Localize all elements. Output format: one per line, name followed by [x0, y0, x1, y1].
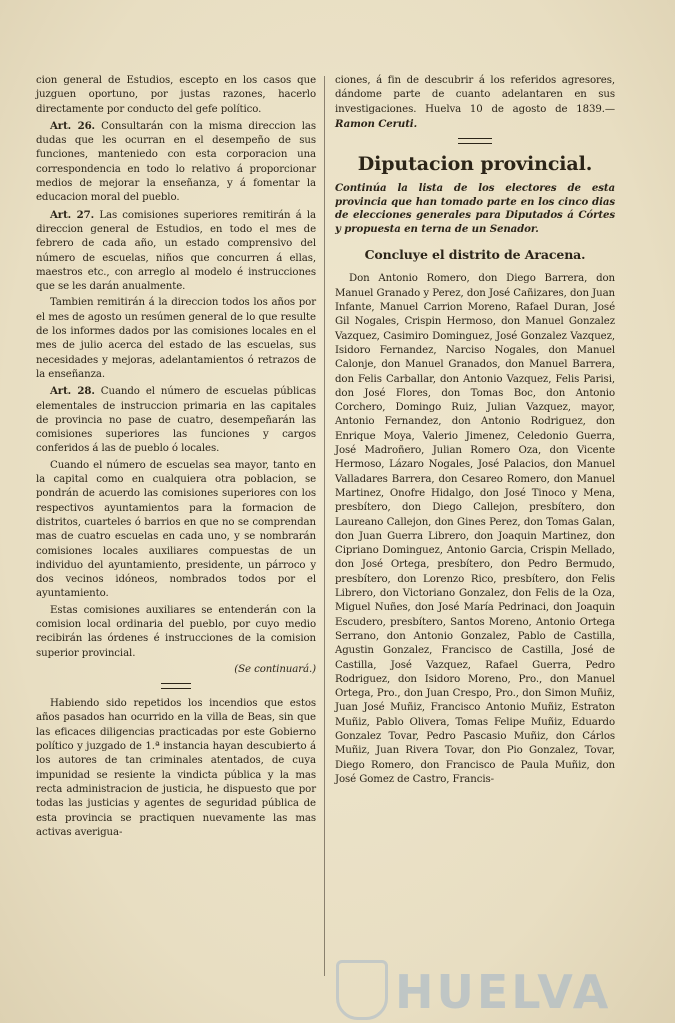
column-divider — [324, 76, 325, 976]
electors-list: Don Antonio Romero, don Diego Barrera, don Manuel Granado y Perez, don José Cañizares, don Juan Infante, Manuel Carrion Moreno, Rafael Duran, José Gil Nogales, Crispin Hermoso, don Manuel Gonzalez Vazquez, Casimiro Dominguez, José Gonzalez Vazquez, Isidoro Fernandez, Narciso Nogales, don Manuel Calonje, don Manuel Granados, don Manuel Barrera, don Felis Carballar, don Antonio Vazquez, Felis Parisi, don José Flores, don Tomas Boc, don Antonio Corchero, Domingo Ruiz, Julian Vazquez, mayor, Antonio Fernandez, don Antonio Rodriguez, don Enrique Moya, Valerio Jimenez, Celedonio Guerra, José Madroñero, Julian Romero Oza, don Vicente Hermoso, Lázaro Nogales, José Palacios, don Manuel Valladares Barrera, don Cesareo Romero, don Manuel Martinez, Onofre Hidalgo, don José Tinoco y Mena, presbítero, don Diego Callejon, presbítero, don Laureano Callejon, don Gines Perez, don Tomas Galan, don Juan Guerra Librero, don Joaquin Martinez, don Cipriano Dominguez, Antonio Garcia, Crispin Mellado, don José Ortega, presbítero, don Pedro Bermudo, presbítero, don Lorenzo Rico, presbítero, don Felis Librero, don Victoriano Gonzalez, don Felis de la Oza, Miguel Nuñes, don José María Pedrinaci, don Joaquin Escudero, presbítero, Santos Moreno, Antonio Ortega Serrano, don Antonio Gonzalez, Pablo de Castilla, Agustin Gonzalez, Francisco de Castilla, José de Castilla, José Vazquez, Rafael Guerra, Pedro Rodriguez, don Isidoro Moreno, Pro., don Manuel Ortega, Pro., don Juan Crespo, Pro., don Simon Muñiz, Juan José Muñiz, Francisco Antonio Muñiz, Estraton Muñiz, Pablo Olivera, Tomas Felipe Muñiz, Eduardo Gonzalez Tovar, Pedro Pascasio Muñiz, don Cárlos Muñiz, Juan Rivera Tovar, don Pio Gonzalez, Tovar, Diego Romero, don Francisco de Paula Muñiz, don José Gomez de Castro, Francis- — [335, 273, 615, 785]
article-28 — [36, 384, 316, 456]
article-text: Las comisiones superiores remitirán á la direccion general de Estudios, en todo el mes de febrero de cada año, un estado comprensivo del número de escuelas, niños que concurren á ellas, maestros etc., con arreglo al modelo é instrucciones que se les darán anualmente. — [36, 209, 317, 293]
article-number: Art. 26. — [50, 119, 95, 132]
signature-name: Ramon Ceruti. — [335, 117, 418, 130]
article-26 — [36, 119, 316, 206]
watermark-seal-icon — [336, 960, 388, 1020]
paragraph: Habiendo sido repetidos los incendios que estos años pasados han ocurrido en la villa de Beas, sin que las eficaces diligencias practicadas por este Gobierno político y juzgado de 1.ª instancia hayan descubierto á los autores de tan criminales atentados, de cuya impunidad se resiente la vindicta pública y la mas recta administracion de justicia, he dispuesto que por todas las justicias y agentes de seguridad pública de esta provincia se practiquen nuevamente las mas activas averigua- — [36, 698, 316, 838]
continued-note: (Se continuará.) — [234, 663, 316, 675]
section-subheading: Continúa la lista de los electores de esta provincia que han tomado parte en los cinco dias de elecciones generales para Diputados á Córtes y propuesta en terna de un Senador. — [335, 182, 615, 235]
article-number: Art. 27. — [50, 208, 95, 221]
paragraph: Tambien remitirán á la direccion todos los años por el mes de agosto un resúmen general de lo que resulte de los informes dados por las comisiones locales en el mes de julio acerca del estado de las escuelas, sus necesidades y mejoras, adelantamientos ó retrazos de la enseñanza. — [36, 297, 316, 380]
paragraph-text: ciones, á fin de descubrir á los referidos agresores, dándome parte de cuanto adelantaren en sus investigaciones. Huelva 10 de agosto de 1839.— — [335, 75, 615, 115]
article-number: Art. 28. — [50, 385, 95, 398]
article-27 — [36, 208, 316, 295]
article-text: Cuando el número de escuelas públicas elementales de instruccion primaria en las capitales de provincia no pase de cuatro, desempeñarán las comisiones superiores las funciones y cargos conferidos á las de pueblo ó locales. — [36, 386, 316, 455]
section-separator — [161, 683, 191, 689]
left-column — [36, 74, 316, 842]
section-heading: Diputacion provincial. — [357, 153, 593, 176]
paragraph — [335, 74, 615, 132]
paragraph: cion general de Estudios, escepto en los casos que juzguen oportuno, por justas razones, hacerlo directamente por conducto del gefe político. — [36, 75, 316, 115]
watermark-text: HUELVA — [395, 965, 612, 1019]
article-text: Consultarán con la misma direccion las dudas que les ocurran en el desempeño de sus funciones, manteniedo con esta corporacion una correspondencia en todo lo relativo á proporcionar medios de mejorar la enseñanza, y á fomentar la educacion moral del pueblo. — [36, 120, 316, 204]
right-column — [335, 74, 615, 789]
paragraph: Estas comisiones auxiliares se entenderán con la comision local ordinaria del pueblo, por cuyo medio recibirán las órdenes é instrucciones de la comision superior provincial. — [36, 604, 316, 659]
section-separator — [458, 138, 492, 144]
paragraph: Cuando el número de escuelas sea mayor, tanto en la capital como en cualquiera otra poblacion, se pondrán de acuerdo las comisiones superiores con los respectivos ayuntamientos para la formacion de distritos, cuarteles ó barrios en que no se comprendan mas de cuatro escuelas en cada uno, y se nombrarán comisiones locales auxiliares compuestas de un individuo del ayuntamiento, presidente, un párroco y dos vecinos idóneos, nombrados todos por el ayuntamiento. — [36, 459, 316, 600]
district-heading: Concluye el distrito de Aracena. — [364, 247, 586, 263]
